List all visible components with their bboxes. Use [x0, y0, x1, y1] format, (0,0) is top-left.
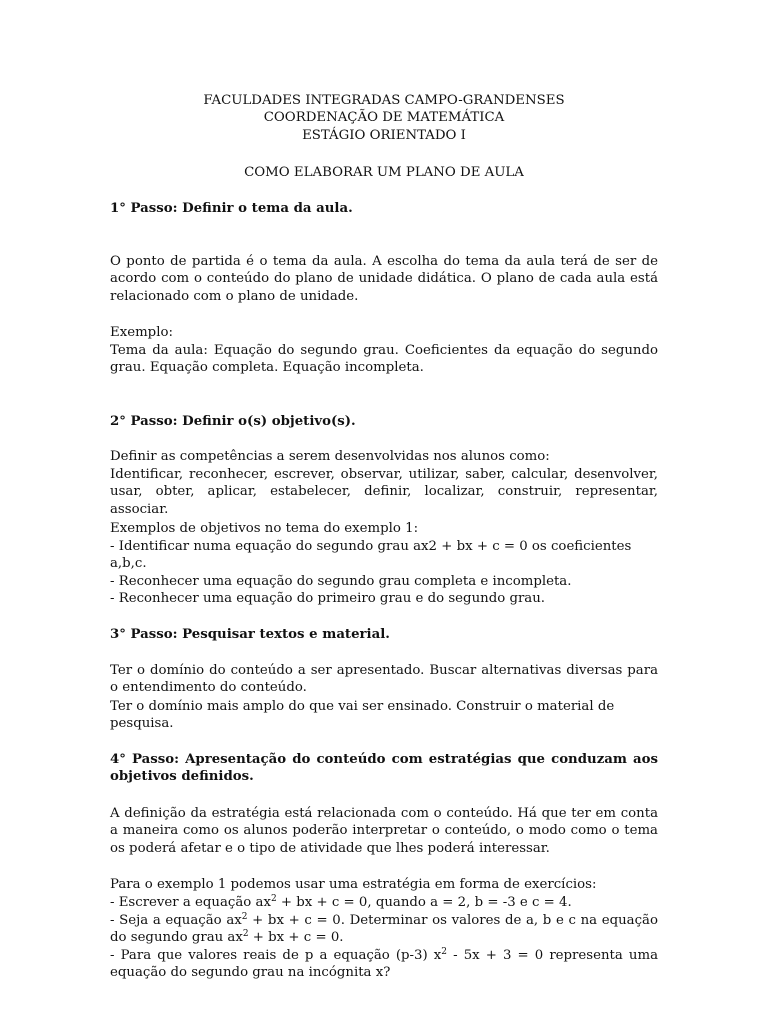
step2-heading: 2° Passo: Definir o(s) objetivo(s). [110, 414, 356, 429]
step1-heading: 1° Passo: Definir o tema da aula. [110, 201, 353, 216]
exponent: 2 [241, 912, 248, 922]
institution-name: FACULDADES INTEGRADAS CAMPO-GRANDENSES [203, 93, 565, 108]
exercise-3 [110, 947, 658, 982]
step3-heading: 3° Passo: Pesquisar textos e material. [110, 627, 390, 642]
step2-intro: Definir as competências a serem desenvolvidas nos alunos como: [110, 449, 550, 464]
list-item: - Identificar numa equação do segundo grau ax2 + bx + c = 0 os coeficientes a,b,c. [110, 539, 632, 572]
step3-paragraph-2: Ter o domínio mais amplo do que vai ser ensinado. Construir o material de pesquisa. [110, 699, 615, 732]
step4-paragraph: A definição da estratégia está relacionada com o conteúdo. Há que ter em conta a maneira como os alunos poderão interpretar o conteúdo, o modo como o tema os poderá afetar e o tipo de atividade que lhes poderá interessar. [110, 806, 658, 856]
step3-paragraph-1: Ter o domínio do conteúdo a ser apresentado. Buscar alternativas diversas para o entendimento do conteúdo. [110, 663, 658, 696]
course-name: ESTÁGIO ORIENTADO I [302, 127, 466, 143]
exponent: 2 [441, 947, 448, 957]
exercise-3-text-cont: - 5x + 3 = 0 representa uma equação do segundo grau na incógnita x? [110, 948, 658, 981]
exercise-1-text-cont: + bx + c = 0, quando a = 2, b = -3 e c = 4. [276, 895, 572, 910]
step2-verbs: Identificar, reconhecer, escrever, observar, utilizar, saber, calcular, desenvolver, usar, obter, aplicar, estabelecer, definir, localizar, construir, representar, associar. [110, 467, 658, 517]
step1-example-label: Exemplo: [110, 325, 173, 340]
step2-examples-label: Exemplos de objetivos no tema do exemplo 1: [110, 521, 419, 536]
document-title: COMO ELABORAR UM PLANO DE AULA [244, 165, 524, 180]
exponent: 2 [270, 894, 277, 904]
exercise-1-text: - Escrever a equação ax [110, 895, 271, 910]
exercise-2-text-end: + bx + c = 0. [248, 930, 344, 946]
exercise-3-text: - Para que valores reais de p a equação (p-3) x [110, 948, 442, 963]
exercise-2-text-cont: + bx + c = 0. Determinar os valores de a, b e c na equação do segundo grau ax [110, 913, 658, 946]
step2-examples-list [110, 538, 658, 608]
exponent: 2 [242, 929, 249, 940]
step4-heading: 4° Passo: Apresentação do conteúdo com estratégias que conduzam aos objetivos definidos. [110, 752, 658, 785]
step4-exercises-intro: Para o exemplo 1 podemos usar uma estratégia em forma de exercícios: [110, 877, 597, 892]
step1-example-text: Tema da aula: Equação do segundo grau. Coeficientes da equação do segundo grau. Equação completa. Equação incompleta. [110, 343, 658, 376]
list-item: - Reconhecer uma equação do primeiro grau e do segundo grau. [110, 591, 546, 607]
document-header [0, 92, 768, 144]
step1-paragraph: O ponto de partida é o tema da aula. A escolha do tema da aula terá de ser de acordo com o conteúdo do plano de unidade didática. O plano de cada aula está relacionado com o plano de unidade. [110, 254, 658, 304]
list-item: - Reconhecer uma equação do segundo grau completa e incompleta. [110, 573, 572, 589]
coordination-name: COORDENAÇÃO DE MATEMÁTICA [263, 110, 505, 126]
exercise-2 [110, 912, 658, 947]
exercise-1 [110, 894, 658, 911]
exercise-2-text: - Seja a equação ax [110, 913, 242, 928]
